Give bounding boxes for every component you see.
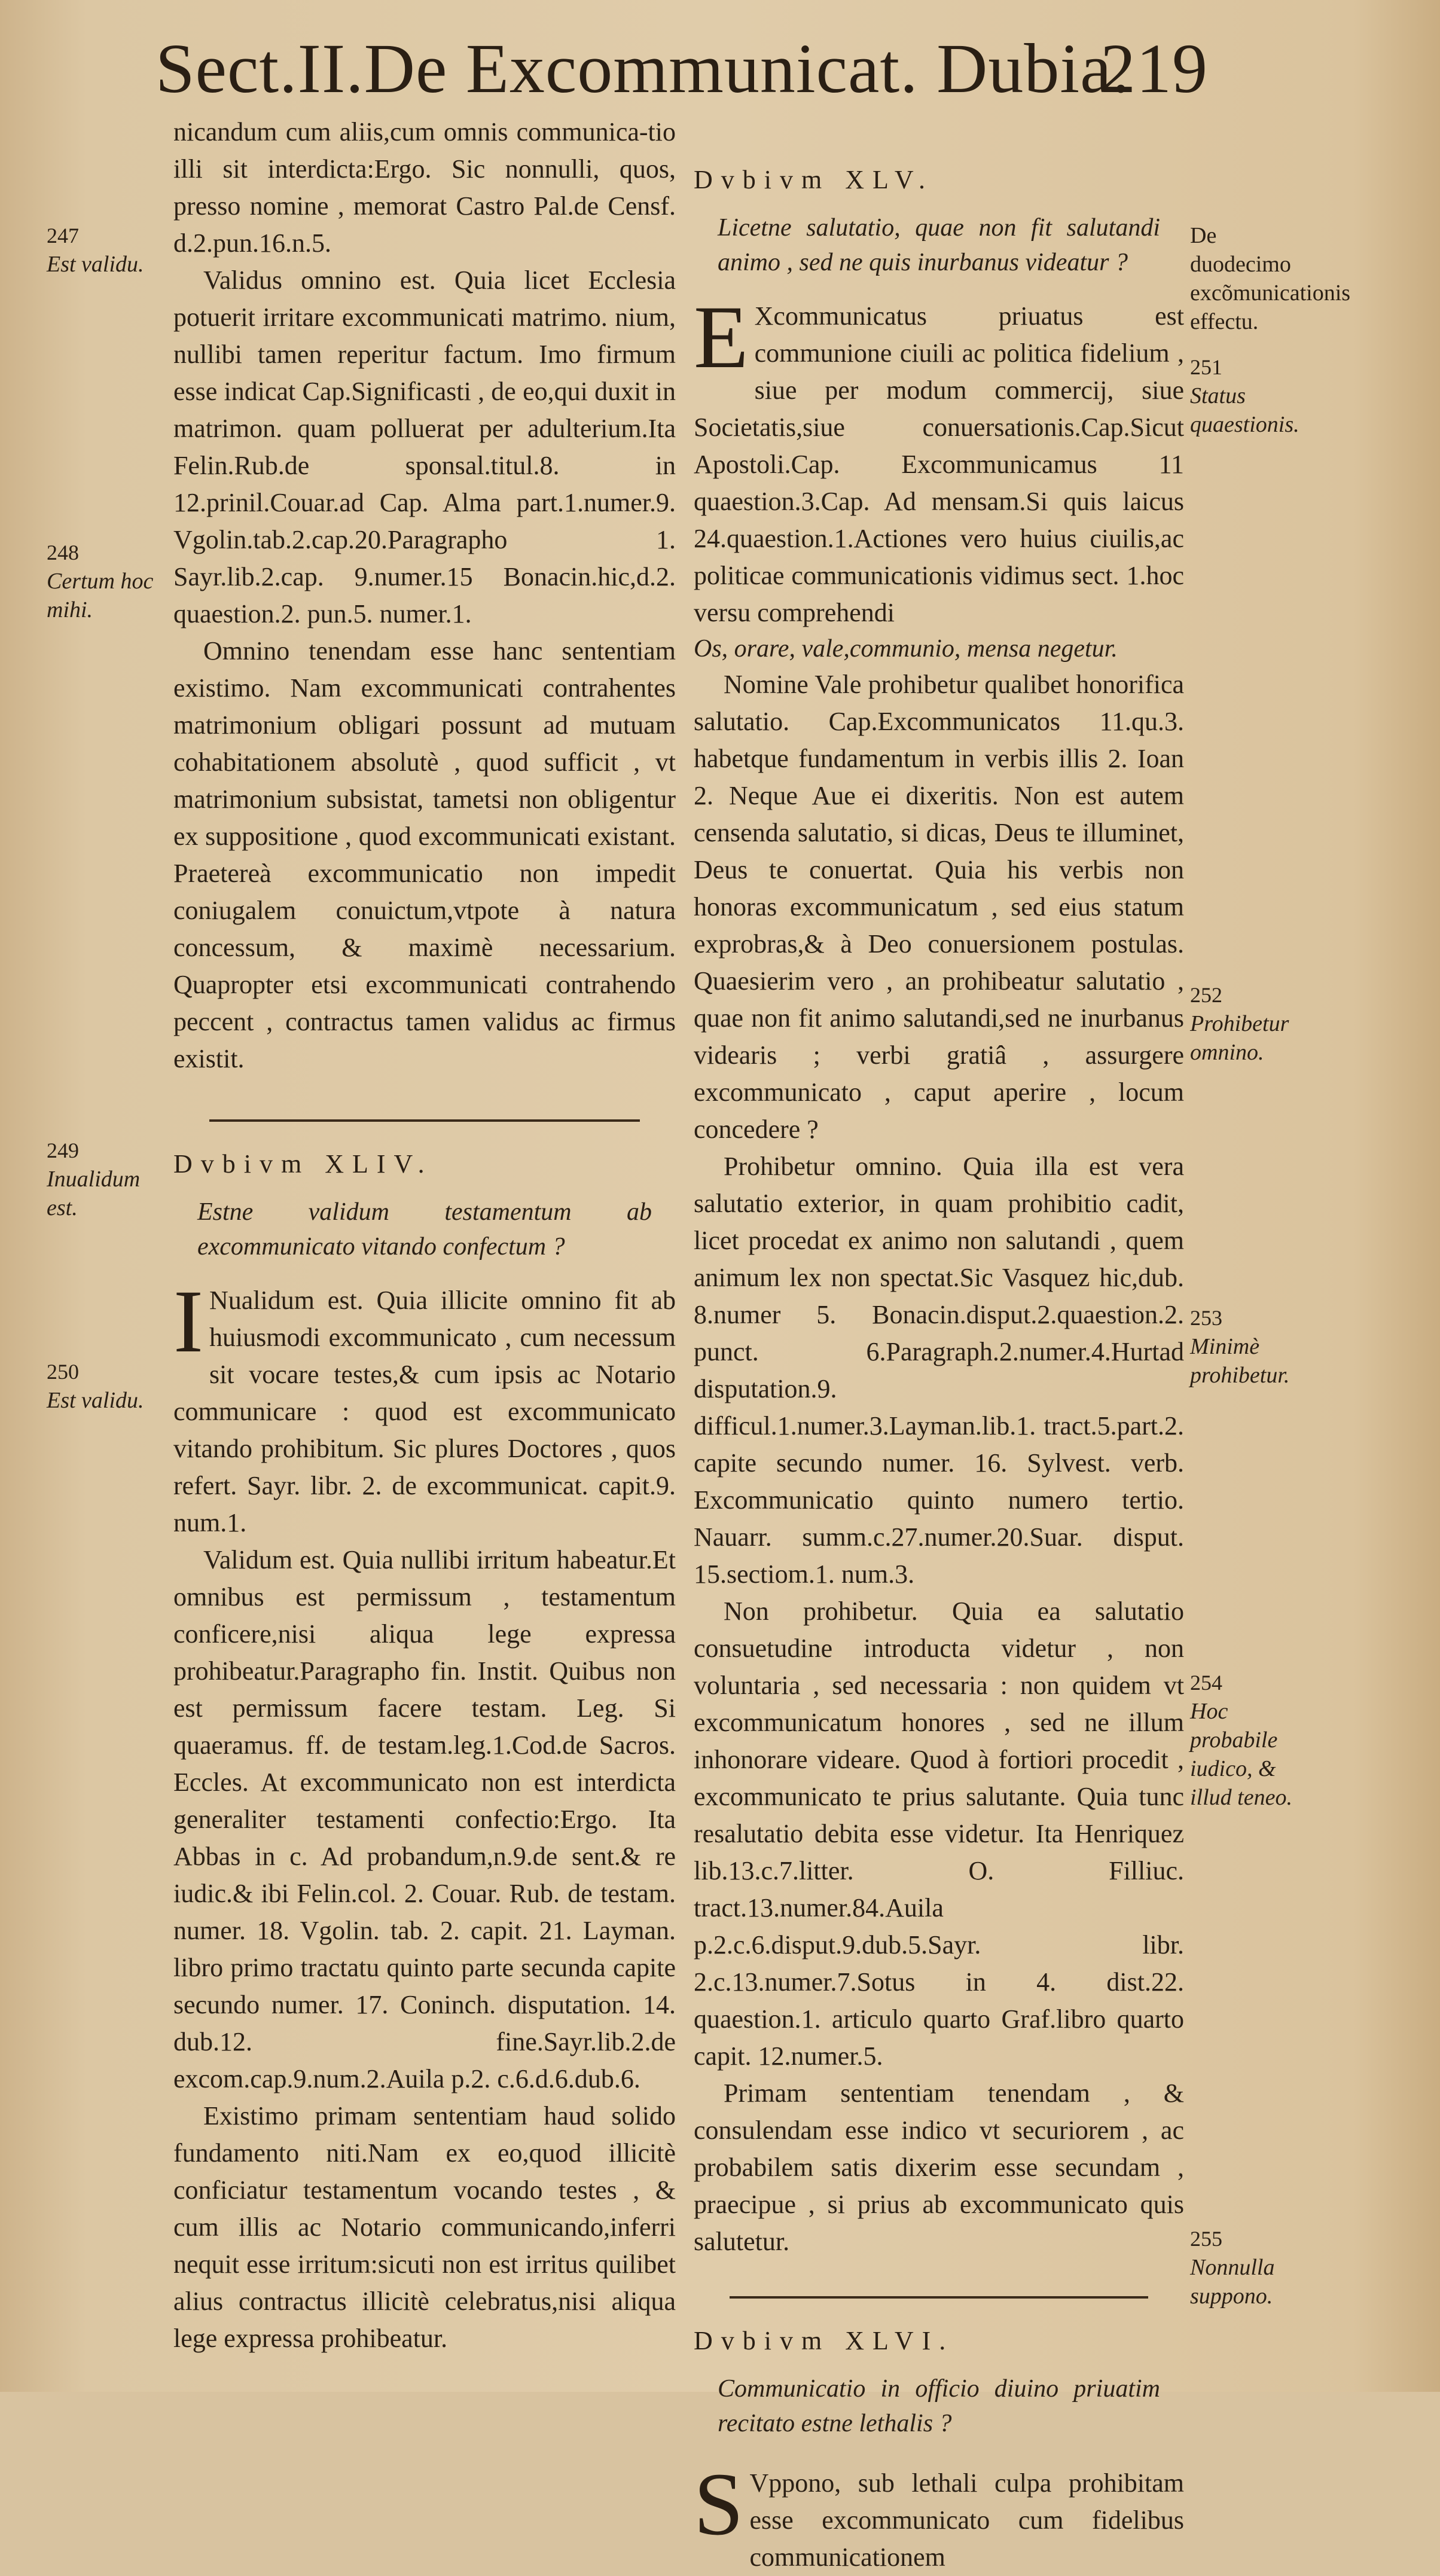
dubium-heading: Dvbivm XLV. xyxy=(694,165,933,194)
dubium-question: Licetne salutatio, quae non fit salutandi animo , sed ne quis inurbanus videatur ? xyxy=(718,214,1160,276)
running-head xyxy=(155,24,1208,114)
paragraph: Primam sententiam tenendam , & consulendam esse indico vt securiorem , ac probabilem satis dixerim esse secundam , praecipue , si prius ab excommunicato quis salutetur. xyxy=(694,2078,1184,2256)
margin-note: 251 Status quaestionis. xyxy=(1190,355,1299,437)
dubium-question: Communicatio in officio diuino priuatim recitato estne lethalis ? xyxy=(718,2375,1160,2437)
margin-note: 250 Est validu. xyxy=(47,1360,144,1413)
margin-note: 249 Inualidum est. xyxy=(47,1139,141,1220)
dubium-heading: Dvbivm XLIV. xyxy=(173,1149,433,1179)
page-number: 219 xyxy=(1100,29,1208,108)
right-column xyxy=(694,114,1184,2576)
paragraph: Nomine Vale prohibetur qualibet honorifica salutatio. Cap.Excommunicatos 11.qu.3. habetque fundamentum in verbis illis 2. Ioan 2. Neque Aue ei dixeritis. Non est autem censenda salutatio, si dicas, Deus te illuminet, Deus te conuertat. Quia his verbis non honoras excommunicatum , sed eius statum exprobras,& à Deo conuersionem postulas. Quaesierim vero , an prohibeatur salutatio , quae non fit animo salutandi,sed ne inurbanus videaris ; verbi gratiâ , assurgere excommunicato , caput aperire , locum concedere ? xyxy=(694,670,1184,1144)
dubium-question: Estne validum testamentum ab excommunicato vitando confectum ? xyxy=(197,1198,652,1260)
margin-note: 254 Hoc probabile iudico, & illud teneo. xyxy=(1190,1671,1292,1810)
margin-note: 248 Certum hoc mihi. xyxy=(47,541,154,622)
paragraph: Existimo primam sententiam haud solido fundamento niti.Nam ex eo,quod illicitè conficiatur testamentum vocando testes , & cum illis ac Notario communicando,inferri nequit esse irritum:sicuti non est irritus quilibet alius contractus illicitè celebratus,nisi aliqua lege expressa prohibeatur. xyxy=(173,2101,676,2353)
paragraph: Non prohibetur. Quia ea salutatio consuetudine introducta videtur , non voluntaria , sed necessaria : non quidem vt excommunicatum honores , sed ne illum inhonorare videare. Quod à fortiori procedit , excommunicato te prius salutante. Quia tunc resalutatio debita esse videtur. Ita Henriquez lib.13.c.7.litter. O. Filliuc. tract.13.numer.84.Auila p.2.c.6.disput.9.dub.5.Sayr. libr. 2.c.13.numer.7.Sotus in 4. dist.22. quaestion.1. articulo quarto Graf.libro quarto capit. 12.numer.5. xyxy=(694,1597,1184,2071)
drop-cap: E xyxy=(694,288,749,387)
paragraph: nicandum cum aliis,cum omnis communica-tio illi sit interdicta:Ergo. Sic nonnulli, quos, presso nomine , memorat Castro Pal.de Censf. d.2.pun.16.n.5. xyxy=(173,117,676,258)
paragraph: S Vppono, sub lethali culpa prohibitam esse excommunicato cum fidelibus communicationem xyxy=(694,2455,1184,2572)
dubium-heading: Dvbivm XLVI. xyxy=(694,2326,954,2355)
verse-line: Os, orare, vale,communio, mensa negetur. xyxy=(694,635,1118,663)
margin-note: 252 Prohibetur omnino. xyxy=(1190,983,1289,1065)
paragraph: Prohibetur omnino. Quia illa est vera salutatio exterior, in quam prohibitio cadit, licet procedat ex animo non salutandi , quem animum lex non spectat.Sic Vasquez hic,dub. 8.numer 5. Bonacin.disput.2.quaestion.2. punct. 6.Paragraph.2.numer.4.Hurtad disputation.9. difficul.1.numer.3.Layman.lib.1. tract.5.part.2. capite secundo numer. 16. Sylvest. verb. Excommunicatio quinto numero tertio. Nauarr. summ.c.27.numer.20.Suar. disput. 15.sectiom.1. num.3. xyxy=(694,1152,1184,1589)
margin-note: 255 Nonnulla suppono. xyxy=(1190,2227,1275,2309)
paragraph: Validus omnino est. Quia licet Ecclesia potuerit irritare excommunicati matrimo. nium, nullibi tamen reperitur factum. Imo firmum esse indicat Cap.Significasti , de eo,qui duxit in matrimon. quam polluerat per adulterium.Ita Felin.Rub.de sponsal.titul.8. in 12.prinil.Couar.ad Cap. Alma part.1.numer.9. Vgolin.tab.2.cap.20.Paragrapho 1. Sayr.lib.2.cap. 9.numer.15 Bonacin.hic,d.2. quaestion.2. pun.5. numer.1. xyxy=(173,265,676,628)
drop-cap: S xyxy=(694,2455,744,2554)
margin-note: 247 Est validu. xyxy=(47,224,144,277)
drop-cap: I xyxy=(173,1272,203,1371)
margin-note: De duodecimo excõmunicationis effectu. xyxy=(1190,223,1351,334)
paragraph: Omnino tenendam esse hanc sententiam existimo. Nam excommunicati contrahentes matrimonium obligari possunt ad mutuam cohabitationem absolutè , quod sufficit , vt matrimonium subsistat, tametsi non obligentur ex suppositione , quod excommunicati existant. Praetereà excommunicatio non impedit coniugalem conuictum,vtpote à natura concessum, & maximè necessarium. Quapropter etsi excommunicati contrahendo peccent , contractus tamen validus ac firmus existit. xyxy=(173,636,676,1073)
left-column xyxy=(173,114,676,2357)
paragraph: Validum est. Quia nullibi irritum habeatur.Et omnibus est permissum , testamentum conficere,nisi aliqua lege expressa prohibeatur.Paragrapho fin. Instit. Quibus non est permissum facere testam. Leg. Si quaeramus. ff. de testam.leg.1.Cod.de Sacros. Eccles. At excommunicato non est interdicta generaliter testamenti confectio:Ergo. Ita Abbas in c. Ad probandum,n.9.de sent.& re iudic.& ibi Felin.col. 2. Couar. Rub. de testam. numer. 18. Vgolin. tab. 2. capit. 21. Layman. libro primo tractatu quinto parte secunda capite secundo numer. 17. Coninch. disputation. 14. dub.12. fine.Sayr.lib.2.de excom.cap.9.num.2.Auila p.2. c.6.d.6.dub.6. xyxy=(173,1545,676,2093)
margin-note: 253 Minimè prohibetur. xyxy=(1190,1306,1290,1388)
paragraph: I Nualidum est. Quia illicite omnino fit ab huiusmodi excommunicato , cum necessum sit vocare testes,& cum ipsis ac Notario communicare : quod est excommunicato vitando prohibitum. Sic plures Doctores , quos refert. Sayr. libr. 2. de excommunicat. capit.9. num.1. xyxy=(173,1272,676,1537)
paragraph: E Xcommunicatus priuatus est communione ciuili ac politica fidelium , siue per modum commercij, siue Societatis,siue conuersationis.Cap.Sicut Apostoli.Cap. Excommunicamus 11 quaestion.3.Cap. Ad mensam.Si quis laicus 24.quaestion.1.Actiones vero huius ciuilis,ac politicae communicationis vidimus sect. 1.hoc versu comprehendi xyxy=(694,288,1184,627)
running-head-title: Sect.II.De Excommunicat. Dubia. xyxy=(155,29,1131,108)
